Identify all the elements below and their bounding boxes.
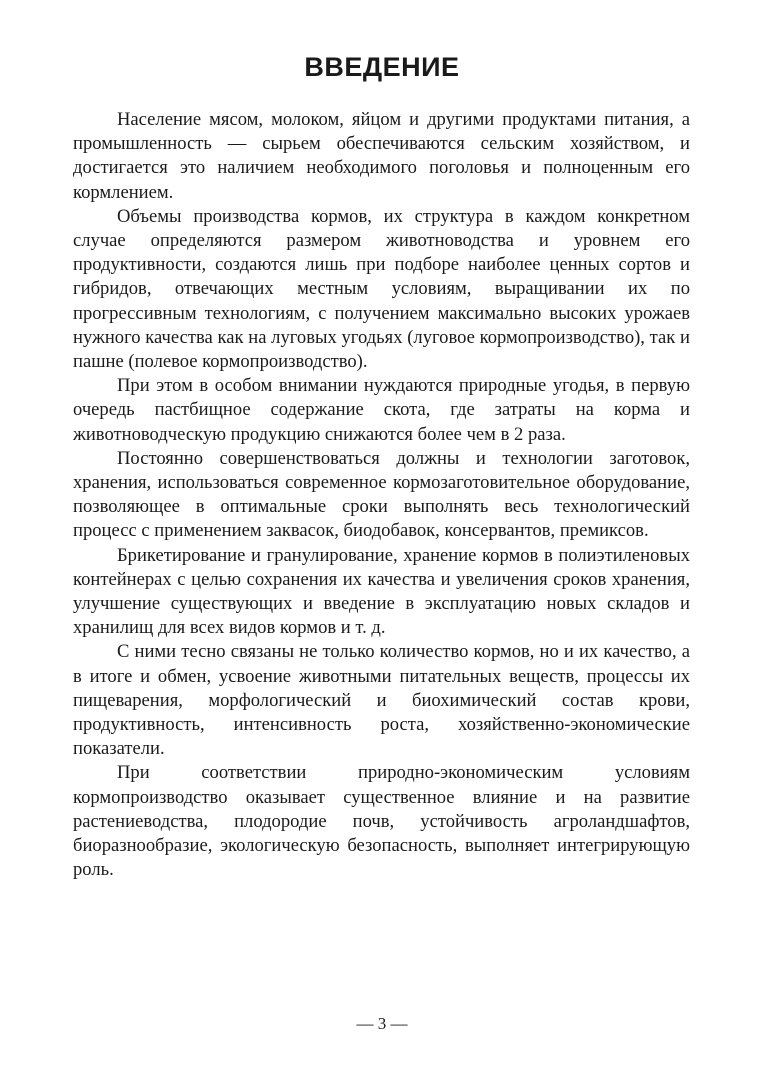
paragraph: С ними тесно связаны не только количество кормов, но и их качество, а в итоге и обмен, усвоение животными питательных веществ, процессы их пищеварения, морфологический и биохимический состав крови, продуктивность, интенсивность роста, хозяйственно-экономические показатели. — [73, 641, 690, 760]
paragraph: Население мясом, молоком, яйцом и другими продуктами питания, а промышленность — сырьем обеспечиваются сельским хозяйством, и достигается это наличием необходимого поголовья и полноценным его кормлением. — [73, 109, 690, 203]
paragraph: Постоянно совершенствоваться должны и технологии заготовок, хранения, использоваться современное кормозаготовительное оборудование, позволяющее в оптимальные сроки выполнять весь технологический процесс с применением заквасок, биодобавок, консервантов, премиксов. — [73, 447, 690, 542]
paragraph: Брикетирование и гранулирование, хранение кормов в полиэтиленовых контейнерах с целью сохранения их качества и увеличения сроков хранения, улучшение существующих и введение в эксплуатацию новых складов и хранилищ для всех видов кормов и т. д. — [73, 544, 690, 639]
body-text — [73, 108, 690, 883]
page-number: — 3 — — [356, 1014, 408, 1033]
paragraph: Объемы производства кормов, их структура в каждом конкретном случае определяются размером животноводства и уровнем его продуктивности, создаются лишь при подборе наиболее ценных сортов и гибридов, отвечающих местным условиям, выращивании их по прогрессивным технологиям, с получением максимально высоких урожаев нужного качества как на луговых угодьях (луговое кормопроизводство), так и пашне (полевое кормопроизводство). — [73, 205, 690, 373]
page-title: ВВЕДЕНИЕ — [304, 52, 460, 82]
paragraph: При соответствии природно-экономическим условиям кормопроизводство оказывает существенное влияние и на развитие растениеводства, плодородие почв, устойчивость агроландшафтов, биоразнообразие, экологическую безопасность, выполняет интегрирующую роль. — [73, 762, 690, 881]
paragraph: При этом в особом внимании нуждаются природные угодья, в первую очередь пастбищное содержание скота, где затраты на корма и животноводческую продукцию снижаются более чем в 2 раза. — [73, 375, 690, 445]
